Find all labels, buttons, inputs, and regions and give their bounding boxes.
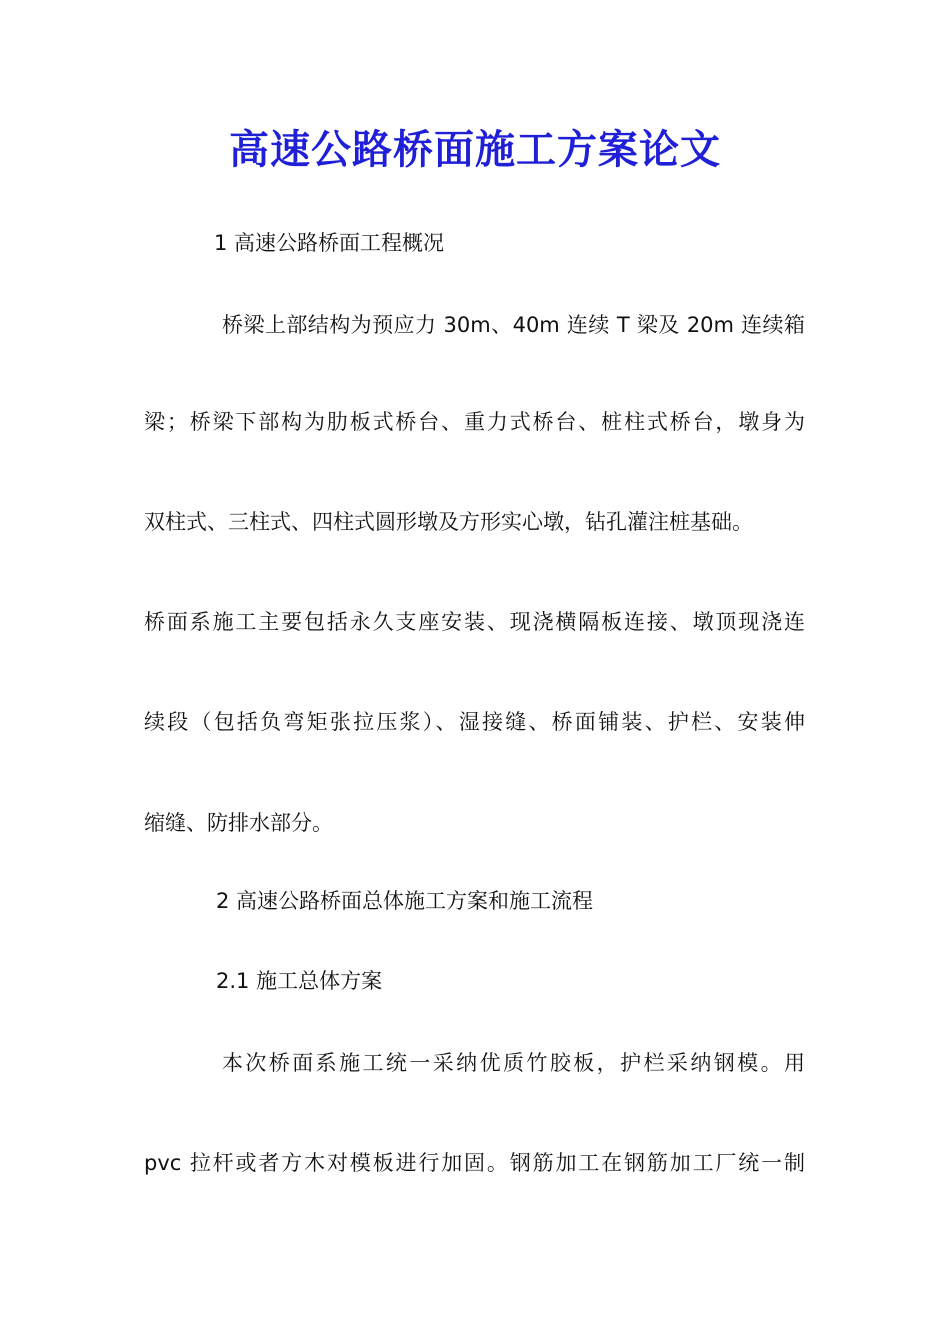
paragraph-line: 双柱式、三柱式、四柱式圆形墩及方形实心墩，钻孔灌注桩基础。 bbox=[144, 510, 753, 534]
section-heading-2: 2 高速公路桥面总体施工方案和施工流程 bbox=[216, 889, 594, 913]
section-heading-1: 1 高速公路桥面工程概况 bbox=[214, 231, 445, 255]
paragraph-line: 梁；桥梁下部构为肋板式桥台、重力式桥台、桩柱式桥台，墩身为 bbox=[144, 410, 805, 434]
paragraph-line: 本次桥面系施工统一采纳优质竹胶板，护栏采纳钢模。用 bbox=[222, 1051, 805, 1075]
paragraph-line: 缩缝、防排水部分。 bbox=[144, 811, 333, 835]
paragraph-line: 桥面系施工主要包括永久支座安装、现浇横隔板连接、墩顶现浇连 bbox=[144, 610, 805, 634]
paragraph-line: pvc 拉杆或者方木对模板进行加固。钢筋加工在钢筋加工厂统一制 bbox=[144, 1151, 805, 1175]
paragraph-line: 桥梁上部结构为预应力 30m、40m 连续 T 梁及 20m 连续箱 bbox=[222, 313, 805, 337]
subsection-heading-2-1: 2.1 施工总体方案 bbox=[216, 969, 383, 993]
paragraph-line: 续段（包括负弯矩张拉压浆）、湿接缝、桥面铺装、护栏、安装伸 bbox=[144, 710, 805, 734]
document-title: 高速公路桥面施工方案论文 bbox=[229, 126, 721, 173]
